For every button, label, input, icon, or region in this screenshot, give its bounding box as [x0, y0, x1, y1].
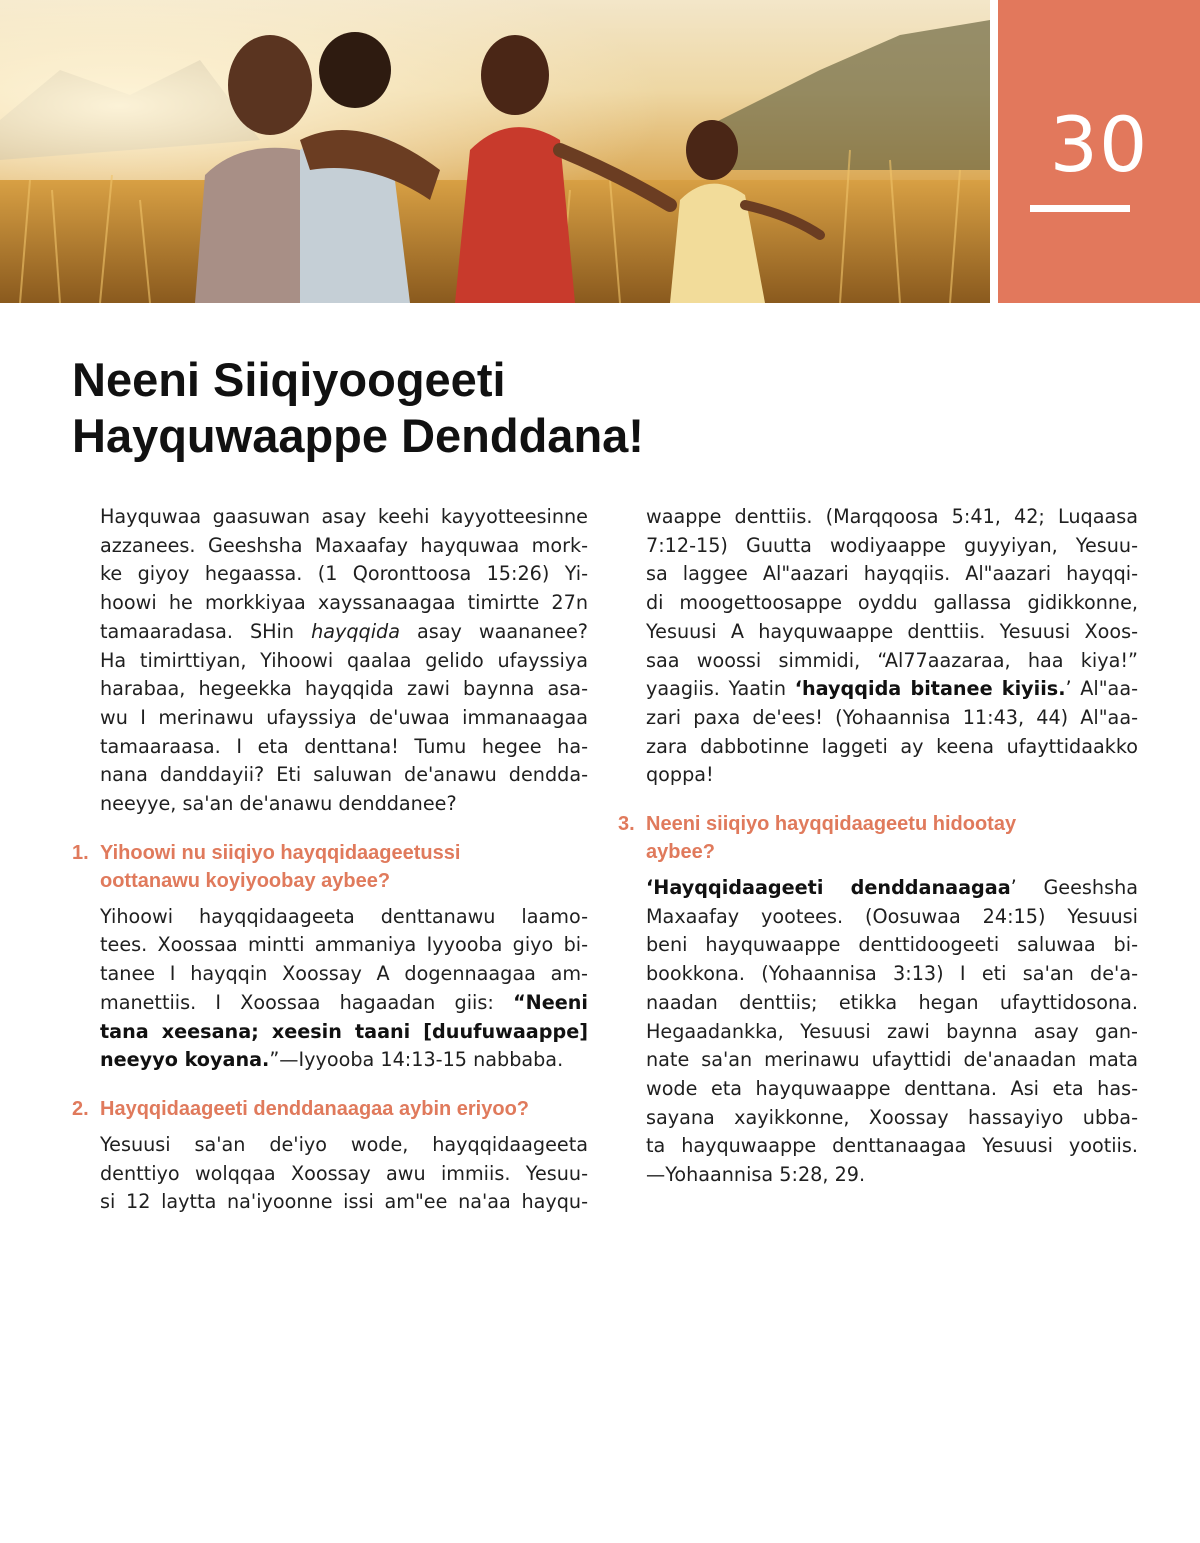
- intro-line: hoowi he morkkiyaa xayssanaagaa timirtte 27n: [100, 591, 588, 615]
- answer-2-paragraph-continued: [618, 503, 1138, 790]
- question-line: Hayqqidaageeti denddanaagaa aybin eriyoo?: [100, 1097, 530, 1120]
- answer-line: sa laggee Al"aazari hayqqiis. Al"aazari hayqqi-: [646, 562, 1138, 586]
- answer-line: ‘Hayqqidaageeti denddanaagaa’ Geeshsha: [646, 876, 1138, 900]
- answer-line: waappe denttiis. (Marqqoosa 5:41, 42; Luqaasa: [646, 505, 1138, 528]
- answer-line: tanee I hayqqin Xoossay A dogennaagaa am-: [100, 962, 588, 986]
- answer-line: denttiyo wolqqaa Xoossay awu immiis. Yesuu-: [100, 1161, 588, 1185]
- answer-line: tees. Xoossaa mintti ammaniya Iyyooba giyo bi-: [100, 933, 588, 957]
- answer-line: Maxaafay yootees. (Oosuwaa 24:15) Yesuusi: [646, 904, 1138, 928]
- intro-line: wu I merinawu ufayssiya de'uwaa immanaagaa: [100, 705, 588, 729]
- answer-line: Yihoowi hayqqidaageeta denttanawu laamo-: [100, 904, 588, 928]
- hero-photo: [0, 0, 990, 303]
- answer-line: di moogettoosappe oyddu gallassa gidikkonne,: [646, 591, 1138, 615]
- answer-line: zara dabbotinne laggeti ay keena ufayttidaakko: [646, 734, 1138, 758]
- banner-divider: [990, 0, 998, 303]
- intro-line: Hayquwaa gaasuwan asay keehi kayyotteesinne: [100, 505, 588, 528]
- question-line: oottanawu koyiyoobay aybee?: [100, 869, 391, 892]
- intro-line: tamaaradasa. SHin hayqqida asay waananee?: [100, 619, 588, 643]
- question-line: aybee?: [646, 841, 715, 864]
- answer-line: —Yohaannisa 5:28, 29.: [646, 1163, 866, 1187]
- family-meadow-illustration: [0, 0, 990, 303]
- scripture-quote: ‘hayqqida bitanee kiyiis.: [794, 677, 1066, 701]
- lesson-number-badge: [998, 0, 1200, 303]
- answer-line: neeyyo koyana.”—Iyyooba 14:13-15 nabbaba.: [100, 1048, 564, 1072]
- answer-line: Yesuusi sa'an de'iyo wode, hayqqidaageeta: [100, 1132, 588, 1156]
- answer-line: Yesuusi A hayquwaappe denttiis. Yesuusi Xoos-: [646, 619, 1138, 643]
- answer-line: bookkona. (Yohaannisa 3:13) I eti sa'an de'a-: [646, 962, 1138, 986]
- question-2: [72, 1095, 588, 1123]
- question-number: 3.: [618, 813, 635, 836]
- intro-line: tamaaraasa. I eta denttana! Tumu hegee ha-: [100, 734, 588, 758]
- question-number: 2.: [72, 1097, 89, 1120]
- page-title: [72, 352, 972, 464]
- answer-line: si 12 laytta na'iyoonne issi am"ee na'aa hayqu-: [100, 1190, 588, 1214]
- intro-line: ke giyoy hegaassa. (1 Qoronttoosa 15:26) Yi-: [100, 562, 588, 586]
- answer-line: zari paxa de'ees! (Yohaannisa 11:43, 44) Al"aa-: [646, 705, 1138, 729]
- answer-1-paragraph: [72, 903, 588, 1075]
- question-3: [618, 810, 1138, 866]
- answer-3-paragraph: [618, 874, 1138, 1190]
- intro-line: nana danddayii? Eti saluwan de'anawu dendda-: [100, 763, 588, 787]
- answer-line: wode eta hayquwaappe denttana. Asi eta has-: [646, 1076, 1138, 1100]
- intro-line: neeyye, sa'an de'anawu denddanee?: [100, 792, 457, 816]
- question-line: Neeni siiqiyo hayqqidaageetu hidootay: [646, 813, 1017, 836]
- answer-2-paragraph-start: [72, 1131, 588, 1217]
- answer-line: manettiis. I Xoossaa hagaadan giis: “Neeni: [100, 990, 588, 1014]
- answer-line: [100, 1018, 588, 1047]
- intro-line: Ha timirttiyan, Yihoowi qaalaa gelido ufayssiya: [100, 648, 588, 672]
- answer-line: yaagiis. Yaatin ‘hayqqida bitanee kiyiis.’ Al"aa-: [646, 677, 1138, 701]
- answer-line: qoppa!: [646, 763, 714, 787]
- answer-line: ta hayquwaappe denttanaagaa Yesuusi yootiis.: [646, 1134, 1138, 1158]
- lesson-number: 30: [1049, 100, 1149, 189]
- answer-line: Hegaadankka, Yesuusi zawi baynna asay gan-: [646, 1019, 1138, 1043]
- answer-line: 7:12-15) Guutta wodiyaappe guyyiyan, Yesuu-: [646, 533, 1138, 557]
- question-number: 1.: [72, 841, 89, 864]
- page-title-line-1: Neeni Siiqiyoogeeti: [72, 353, 506, 406]
- answer-line: beni hayquwaappe denttidoogeeti saluwaa bi-: [646, 933, 1138, 957]
- question-1: [72, 839, 588, 895]
- answer-line: saa woossi simmidi, “Al77aazaraa, haa kiya!”: [646, 648, 1138, 672]
- question-line: Yihoowi nu siiqiyo hayqqidaageetussi: [100, 841, 461, 864]
- right-column: [618, 503, 1138, 1190]
- scripture-quote: Hayqqidaageeti denddanaagaa: [653, 876, 1011, 900]
- left-column: [72, 503, 588, 1217]
- scripture-quote: tana xeesana; xeesin taani [duufuwaappe]: [100, 1019, 588, 1043]
- lesson-number-underline: [1030, 205, 1130, 212]
- scripture-quote: neeyyo koyana.: [100, 1048, 270, 1072]
- emphasis-text: hayqqida: [311, 619, 400, 643]
- answer-line: nate sa'an merinawu ufayttidi de'anaadan mata: [646, 1048, 1138, 1072]
- scripture-quote: “Neeni: [513, 990, 588, 1014]
- page-title-line-2: Hayquwaappe Denddana!: [72, 409, 644, 462]
- intro-line: azzanees. Geeshsha Maxaafay hayquwaa mork-: [100, 533, 588, 557]
- intro-paragraph: [72, 503, 588, 819]
- answer-line: sayana xayikkonne, Xoossay hassayiyo ubba-: [646, 1105, 1138, 1129]
- intro-line: harabaa, hegeekka hayqqida zawi baynna asa-: [100, 677, 588, 701]
- answer-line: naadan denttiis; etikka hegan ufayttidosona.: [646, 990, 1138, 1014]
